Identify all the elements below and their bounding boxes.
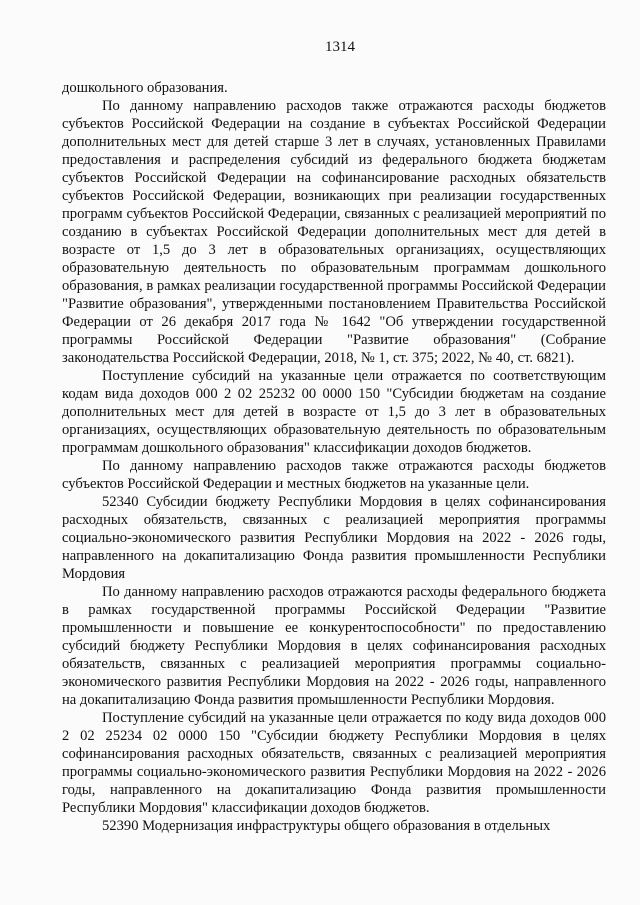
paragraph-code-52340-heading: 52340 Субсидии бюджету Республики Мордовия в целях софинансирования расходных обязательств, связанных с реализацией мероприятия программы социально-экономического развития Республики Мордовия на 2022 - 2026 годы, направленного на докапитализацию Фонда развития промышленности Республики Мордовия: [62, 494, 606, 582]
paragraph-subsidy-receipt-25232: Поступление субсидий на указанные цели отражается по соответствующим кодам вида доходов 000 2 02 25232 00 0000 150 "Субсидии бюджетам на создание дополнительных мест для детей в возрасте от 1,5 до 3 лет в образовательных организациях, осуществляющих образовательную деятельность по образовательным программам дошкольного образования" классификации доходов бюджетов.: [62, 368, 606, 456]
paragraph-continuation: дошкольного образования.: [62, 80, 228, 96]
paragraph-federal-budget-mordovia: По данному направлению расходов отражаются расходы федерального бюджета в рамках государственной программы Российской Федерации "Развитие промышленности и повышение ее конкурентоспособности" по предоставлению субсидий бюджету Республики Мордовия в целях софинансирования расходных обязательств, связанных с реализацией мероприятия программы социально-экономического развития Республики Мордовия на 2022 - 2026 годы, направленного на докапитализацию Фонда развития промышленности Республики Мордовия.: [62, 584, 606, 708]
paragraph-subsidy-receipt-25234: Поступление субсидий на указанные цели отражается по коду вида доходов 000 2 02 25234 02 0000 150 "Субсидии бюджету Республики Мордовия в целях софинансирования расходных обязательств, связанных с реализацией мероприятия программы социально-экономического развития Республики Мордовия на 2022 - 2026 годы, направленного на докапитализацию Фонда развития промышленности Республики Мордовия" классификации доходов бюджетов.: [62, 710, 606, 816]
page-number: 1314: [325, 39, 355, 55]
paragraph-code-52390-heading: 52390 Модернизация инфраструктуры общего образования в отдельных: [102, 818, 551, 834]
paragraph-regional-local-budgets: По данному направлению расходов также отражаются расходы бюджетов субъектов Российской Федерации и местных бюджетов на указанные цели.: [62, 458, 606, 492]
document-body: [62, 79, 606, 835]
paragraph-expenses-additional-places: По данному направлению расходов также отражаются расходы бюджетов субъектов Российской Федерации на создание в субъектах Российской Федерации дополнительных мест для детей старше 3 лет в случаях, установленных Правилами предоставления и распределения субсидий из федерального бюджета бюджетам субъектов Российской Федерации на софинансирование расходных обязательств субъектов Российской Федерации, возникающих при реализации государственных программ субъектов Российской Федерации, связанных с реализацией мероприятий по созданию в субъектах Российской Федерации дополнительных мест для детей в возрасте от 1,5 до 3 лет в образовательных организациях, осуществляющих образовательную деятельность по образовательным программам дошкольного образования, в рамках реализации государственной программы Российской Федерации "Развитие образования", утвержденными постановлением Правительства Российской Федерации от 26 декабря 2017 года № 1642 "Об утверждении государственной программы Российской Федерации "Развитие образования" (Собрание законодательства Российской Федерации, 2018, № 1, ст. 375; 2022, № 40, ст. 6821).: [62, 98, 606, 366]
